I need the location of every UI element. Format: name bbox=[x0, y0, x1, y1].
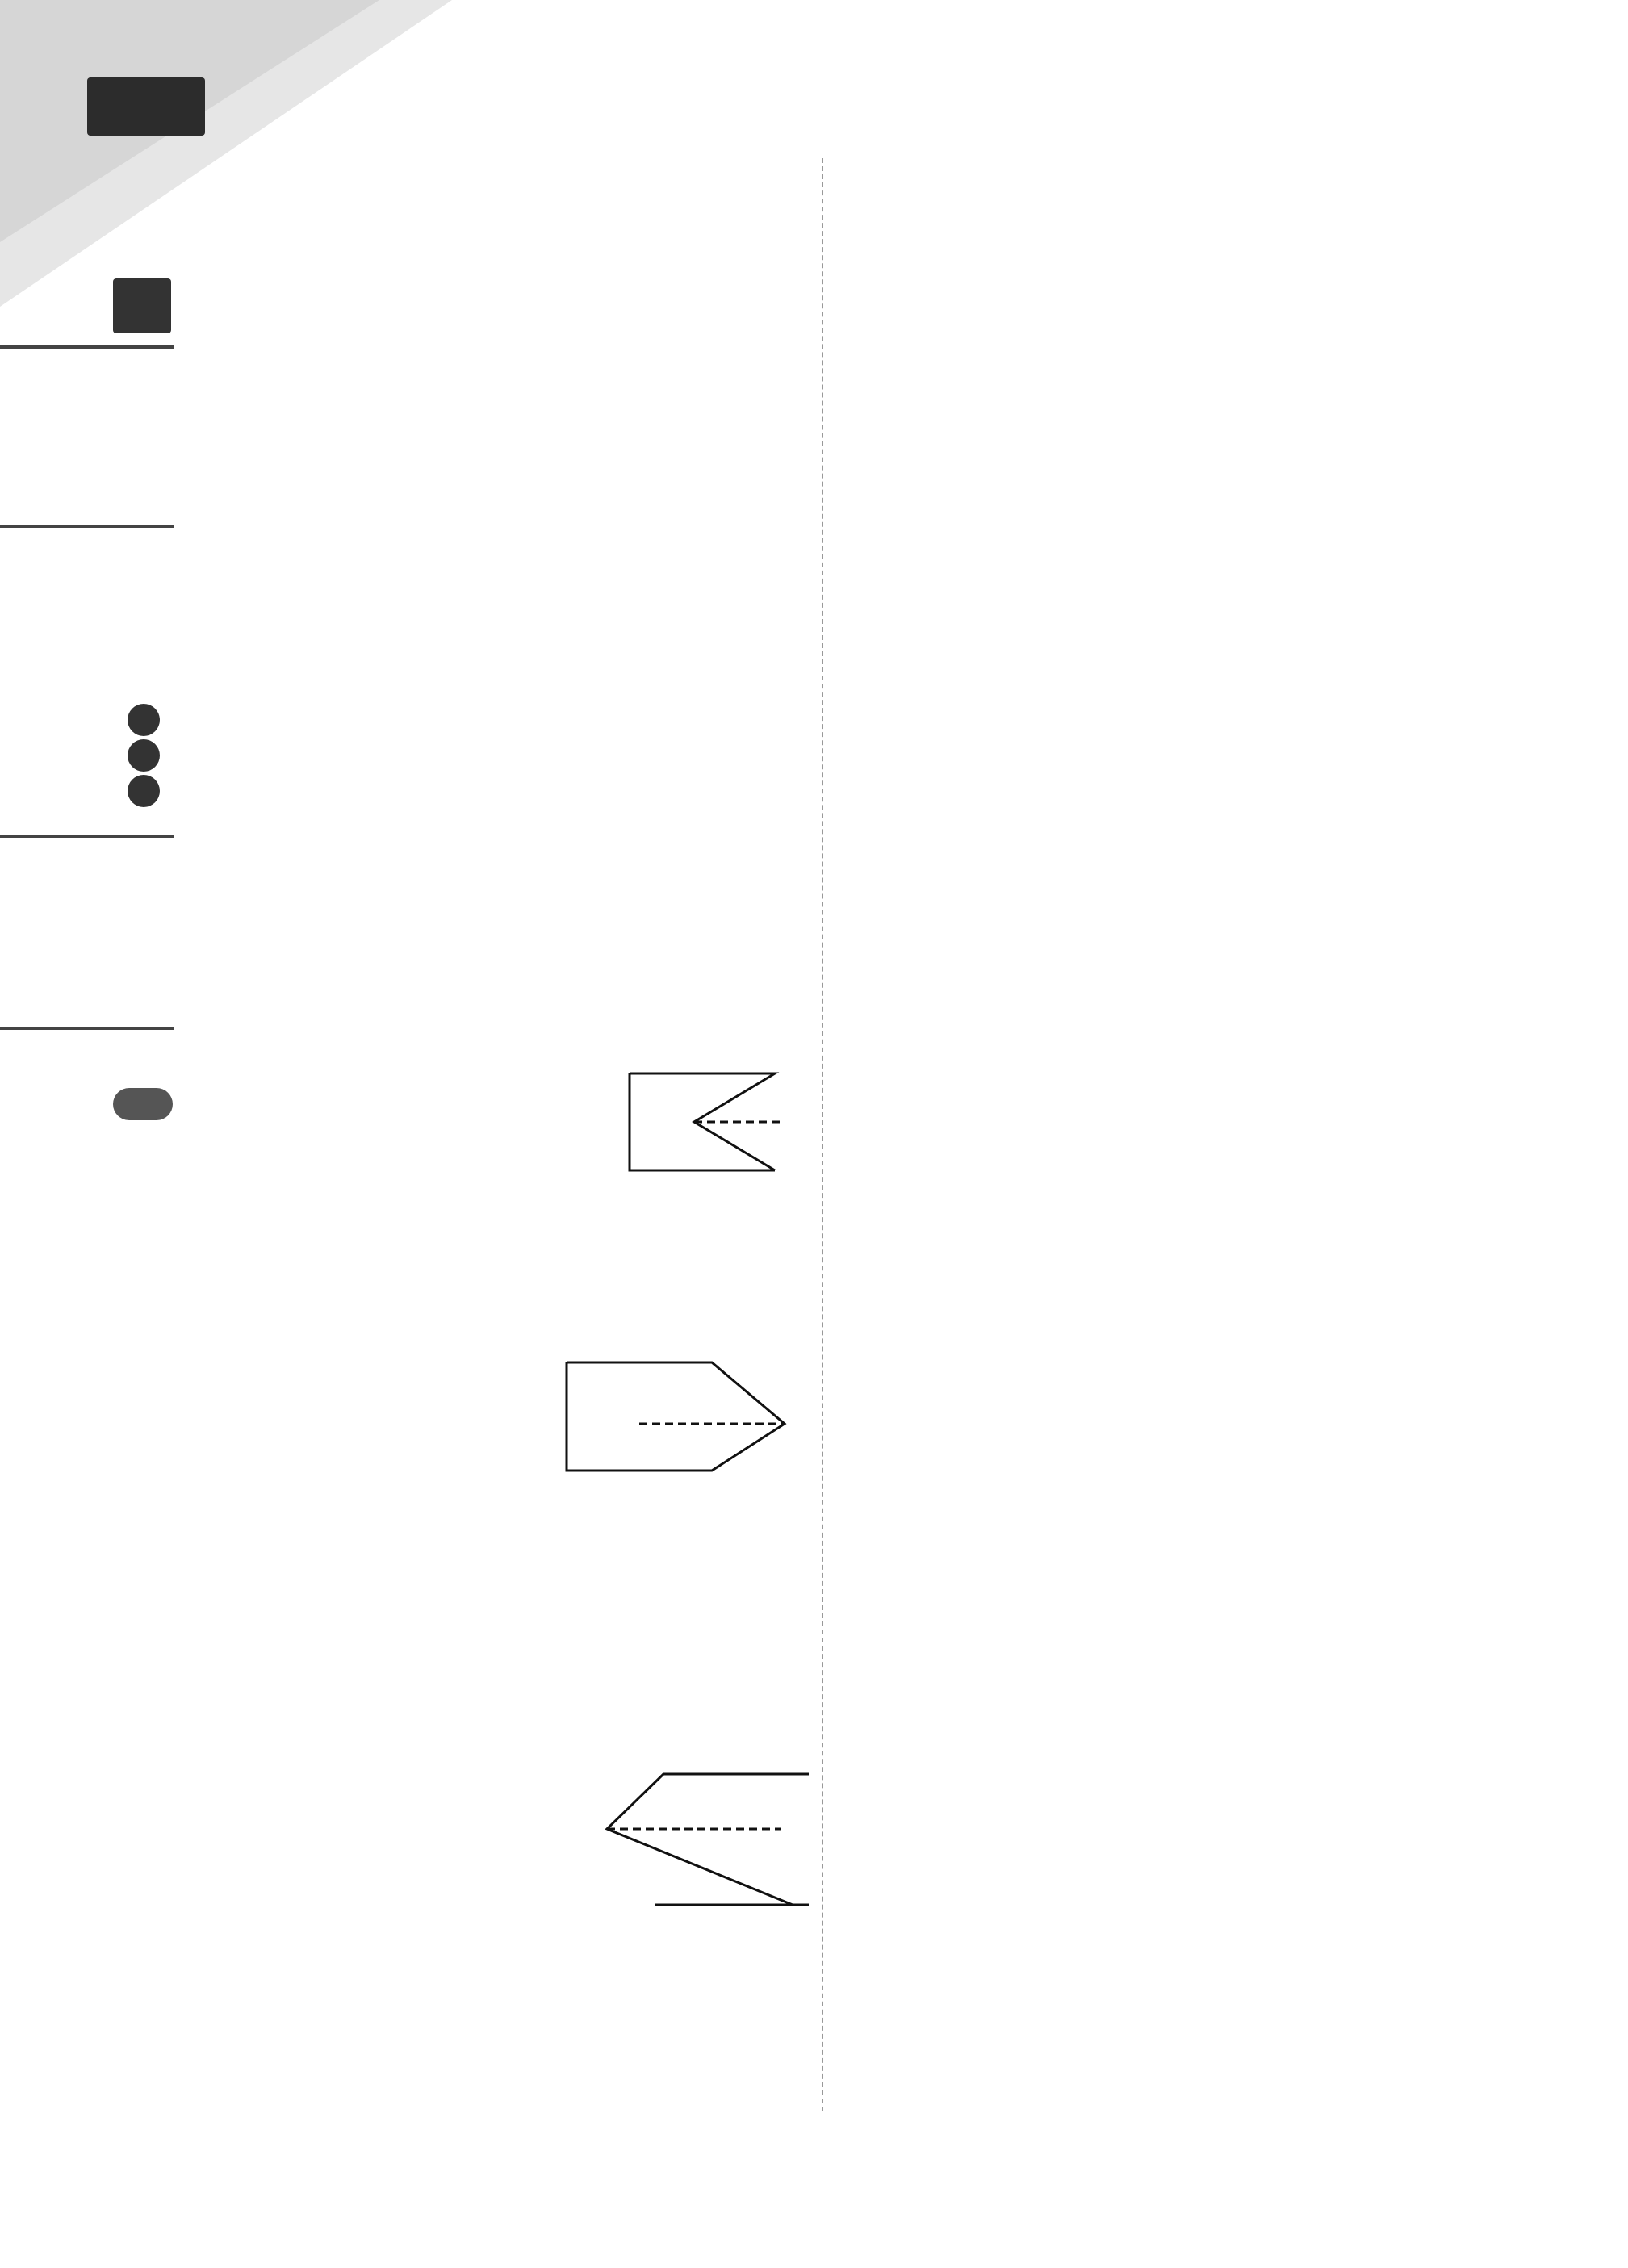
corner-decoration bbox=[0, 0, 452, 323]
figure-2 bbox=[550, 1346, 817, 1540]
sidebar-divider bbox=[0, 1027, 174, 1030]
level-b-badge bbox=[128, 739, 160, 772]
figure-1 bbox=[613, 1049, 815, 1243]
level-a-badge bbox=[128, 704, 160, 736]
figure-3 bbox=[575, 1758, 817, 1984]
level-c-badge bbox=[128, 775, 160, 807]
brand-logo bbox=[87, 77, 205, 136]
sidebar-divider bbox=[0, 345, 174, 349]
level-list bbox=[121, 701, 166, 810]
page-number bbox=[113, 1088, 173, 1120]
column-divider bbox=[822, 158, 823, 2111]
sidebar-divider bbox=[0, 835, 174, 838]
sidebar-divider bbox=[0, 525, 174, 528]
series-badge bbox=[113, 278, 171, 333]
